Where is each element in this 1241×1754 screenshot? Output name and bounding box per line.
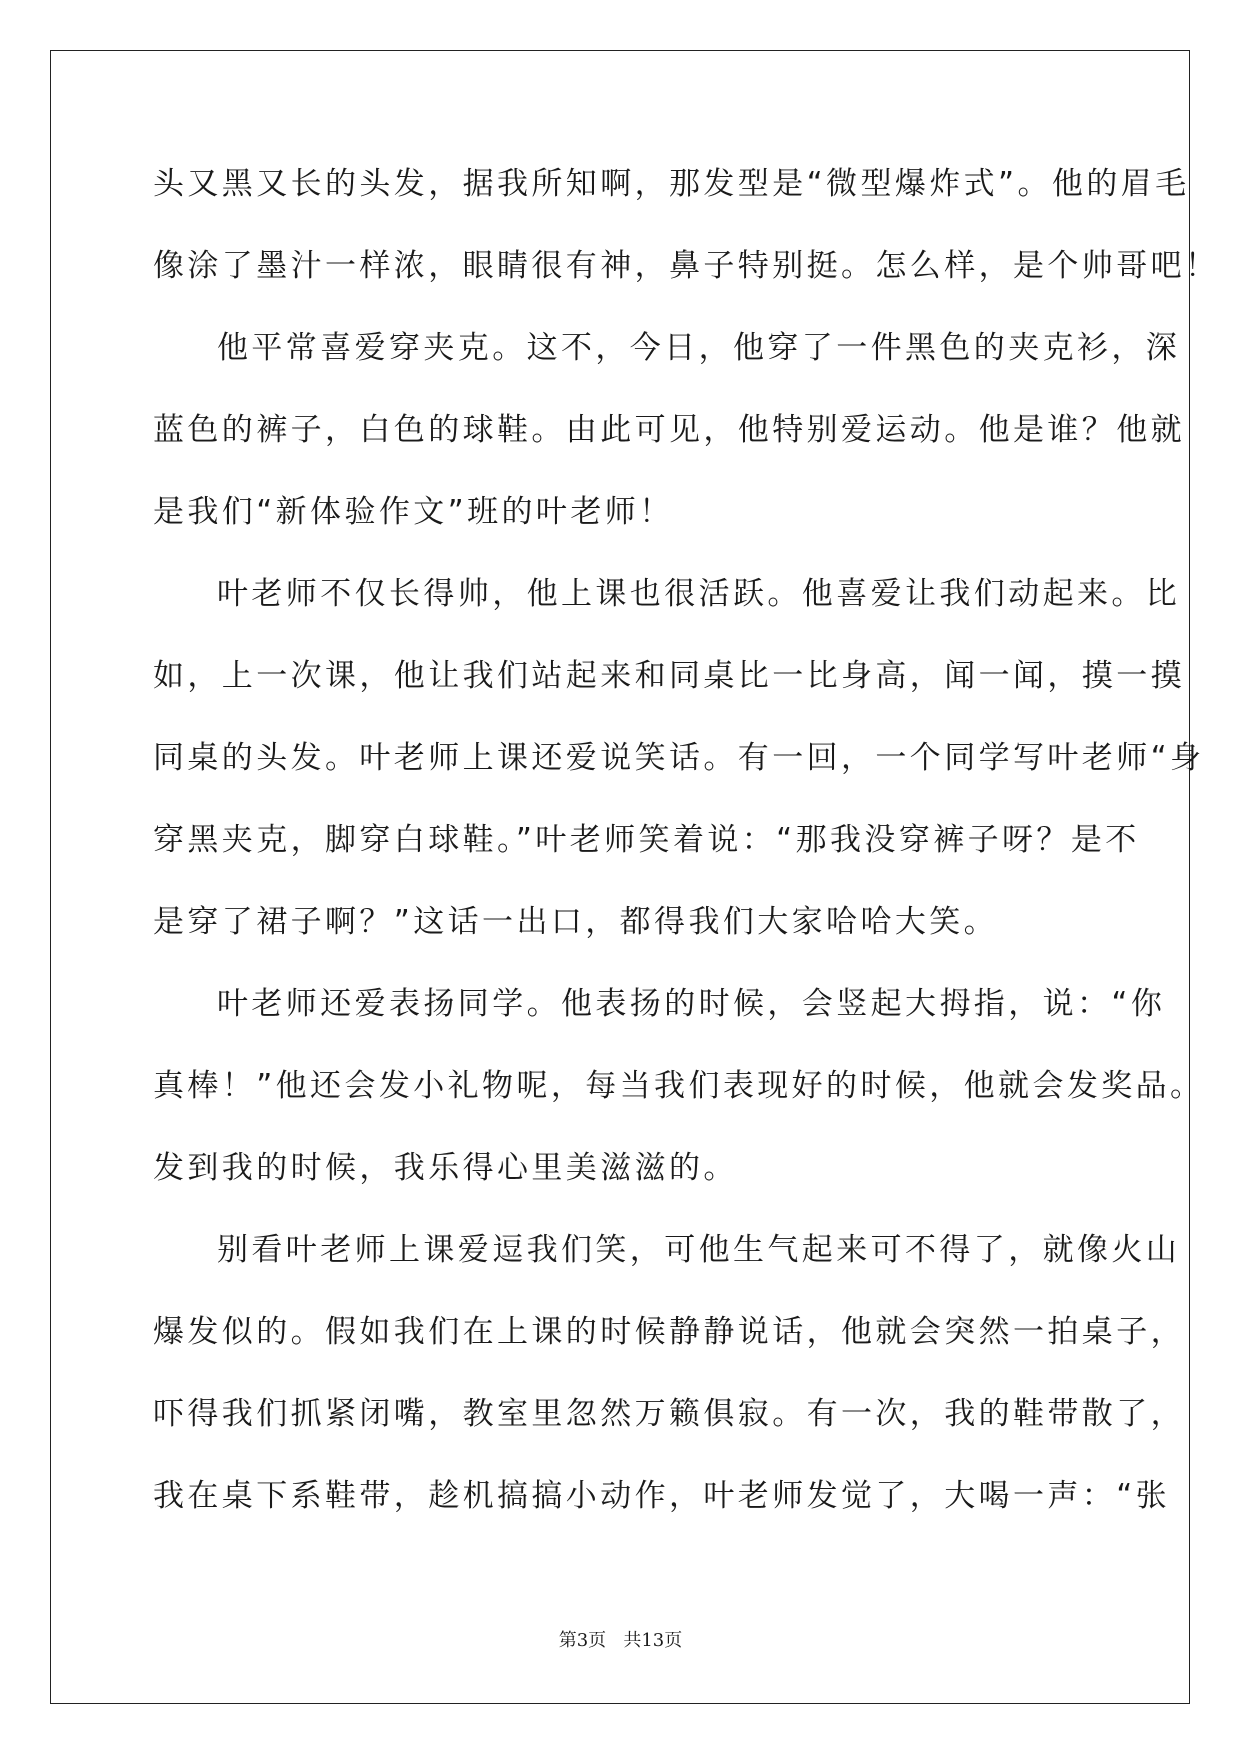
text-line: 我在桌下系鞋带，趁机搞搞小动作，叶老师发觉了，大喝一声：“张	[153, 1478, 1171, 1514]
text-line: 像涂了墨汁一样浓，眼睛很有神，鼻子特别挺。怎么样，是个帅哥吧！	[153, 248, 1220, 284]
text-line: 吓得我们抓紧闭嘴，教室里忽然万籁俱寂。有一次，我的鞋带散了，	[153, 1396, 1185, 1432]
text-line: 穿黑夹克，脚穿白球鞋。”叶老师笑着说：“那我没穿裤子呀？是不	[153, 822, 1140, 858]
document-body	[153, 164, 1220, 1558]
text-line: 头又黑又长的头发，据我所知啊，那发型是“微型爆炸式”。他的眉毛	[153, 166, 1190, 202]
text-line: 真棒！”他还会发小礼物呢，每当我们表现好的时候，他就会发奖品。	[153, 1068, 1205, 1104]
paragraph-first-line: 叶老师不仅长得帅，他上课也很活跃。他喜爱让我们动起来。比	[217, 576, 1181, 612]
text-line: 是穿了裙子啊？”这话一出口，都得我们大家哈哈大笑。	[153, 904, 999, 940]
paragraph-first-line: 叶老师还爱表扬同学。他表扬的时候，会竖起大拇指，说：“你	[217, 986, 1166, 1022]
text-line: 蓝色的裤子，白色的球鞋。由此可见，他特别爱运动。他是谁？他就	[153, 412, 1185, 448]
page-number-footer: 第3页 共13页	[558, 1630, 683, 1651]
paragraph-first-line: 别看叶老师上课爱逗我们笑，可他生气起来可不得了，就像火山	[217, 1232, 1181, 1268]
text-line: 爆发似的。假如我们在上课的时候静静说话，他就会突然一拍桌子，	[153, 1314, 1185, 1350]
text-line: 如，上一次课，他让我们站起来和同桌比一比身高，闻一闻，摸一摸	[153, 658, 1185, 694]
text-line: 同桌的头发。叶老师上课还爱说笑话。有一回，一个同学写叶老师“身	[153, 740, 1205, 776]
text-line: 发到我的时候，我乐得心里美滋滋的。	[153, 1150, 738, 1186]
paragraph-first-line: 他平常喜爱穿夹克。这不，今日，他穿了一件黑色的夹克衫，深	[217, 330, 1181, 366]
text-line: 是我们“新体验作文”班的叶老师！	[153, 494, 674, 530]
